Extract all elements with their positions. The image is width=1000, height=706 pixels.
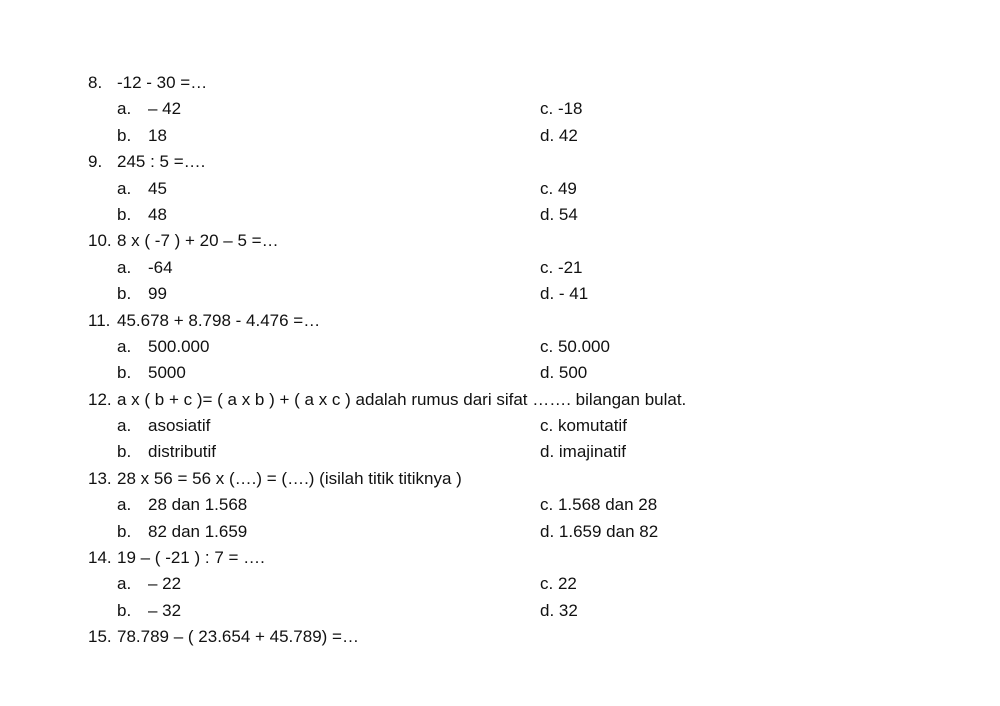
options-row-ac (0, 413, 1000, 439)
option-a: – 42 (148, 99, 182, 119)
options-row-ac (0, 571, 1000, 597)
question-14 (0, 545, 1000, 624)
option-b: 48 (148, 204, 167, 224)
option-a: 500.000 (148, 336, 210, 356)
option-c: c. -18 (540, 99, 583, 119)
option-b-letter: b. (117, 600, 132, 620)
option-c: c. 50.000 (540, 336, 610, 356)
option-a: 45 (148, 178, 167, 198)
question-number: 9. (88, 152, 103, 172)
option-b: distributif (148, 442, 217, 462)
question-text: 19 – ( -21 ) : 7 = …. (117, 548, 265, 568)
options-row-bd (0, 360, 1000, 386)
question-line (0, 228, 1000, 254)
question-number: 10. (88, 231, 112, 251)
question-13 (0, 466, 1000, 545)
question-11 (0, 308, 1000, 387)
question-number: 12. (88, 389, 112, 409)
option-b-letter: b. (117, 442, 132, 462)
option-a-letter: a. (117, 257, 132, 277)
question-text: 28 x 56 = 56 x (….) = (….) (isilah titik titiknya ) (117, 468, 462, 488)
option-b-letter: b. (117, 284, 132, 304)
options-row-bd (0, 519, 1000, 545)
options-row-ac (0, 255, 1000, 281)
option-b: – 32 (148, 600, 182, 620)
question-line (0, 308, 1000, 334)
option-a-letter: a. (117, 495, 132, 515)
options-row-bd (0, 439, 1000, 465)
question-number: 14. (88, 548, 112, 568)
question-line (0, 149, 1000, 175)
question-line (0, 624, 1000, 650)
option-d: d. 54 (540, 204, 578, 224)
option-b: 82 dan 1.659 (148, 521, 248, 541)
options-row-bd (0, 202, 1000, 228)
option-a-letter: a. (117, 574, 132, 594)
question-number: 11. (88, 310, 111, 330)
question-line (0, 387, 1000, 413)
options-row-ac (0, 492, 1000, 518)
option-d: d. - 41 (540, 284, 589, 304)
option-d: d. 500 (540, 363, 588, 383)
question-number: 13. (88, 468, 112, 488)
options-row-bd (0, 123, 1000, 149)
option-b-letter: b. (117, 204, 132, 224)
option-a: -64 (148, 257, 173, 277)
question-text: -12 - 30 =… (117, 73, 208, 92)
option-c: c. 1.568 dan 28 (540, 495, 658, 515)
option-d: d. 1.659 dan 82 (540, 521, 659, 541)
options-row-ac (0, 334, 1000, 360)
question-12 (0, 387, 1000, 466)
question-9 (0, 149, 1000, 228)
option-c: c. 49 (540, 178, 577, 198)
question-line (0, 70, 1000, 96)
question-10 (0, 228, 1000, 307)
option-c: c. komutatif (540, 416, 627, 436)
question-text: 245 : 5 =…. (117, 152, 206, 172)
option-c: c. -21 (540, 257, 583, 277)
options-row-ac (0, 176, 1000, 202)
question-line (0, 545, 1000, 571)
option-d: d. 32 (540, 600, 578, 620)
option-b: 5000 (148, 363, 186, 383)
worksheet (0, 70, 1000, 651)
option-b-letter: b. (117, 521, 132, 541)
question-15 (0, 624, 1000, 650)
option-d: d. imajinatif (540, 442, 626, 462)
option-b: 99 (148, 284, 167, 304)
question-line (0, 466, 1000, 492)
question-text: 8 x ( -7 ) + 20 – 5 =… (117, 231, 279, 251)
option-a-letter: a. (117, 178, 132, 198)
option-b-letter: b. (117, 363, 132, 383)
option-a: – 22 (148, 574, 182, 594)
question-number: 8. (88, 73, 103, 92)
options-row-bd (0, 281, 1000, 307)
question-number: 15. (88, 627, 112, 647)
option-b-letter: b. (117, 125, 132, 145)
option-d: d. 42 (540, 125, 578, 145)
option-a-letter: a. (117, 416, 132, 436)
option-a: 28 dan 1.568 (148, 495, 248, 515)
options-row-ac (0, 96, 1000, 122)
question-text: a x ( b + c )= ( a x b ) + ( a x c ) adalah rumus dari sifat ……. bilangan bulat. (117, 389, 687, 409)
option-c: c. 22 (540, 574, 577, 594)
option-b: 18 (148, 125, 167, 145)
option-a: asosiatif (148, 416, 211, 436)
option-a-letter: a. (117, 336, 132, 356)
question-text: 45.678 + 8.798 - 4.476 =… (117, 310, 321, 330)
option-a-letter: a. (117, 99, 132, 119)
question-text: 78.789 – ( 23.654 + 45.789) =… (117, 627, 359, 647)
question-8 (0, 70, 1000, 149)
options-row-bd (0, 598, 1000, 624)
